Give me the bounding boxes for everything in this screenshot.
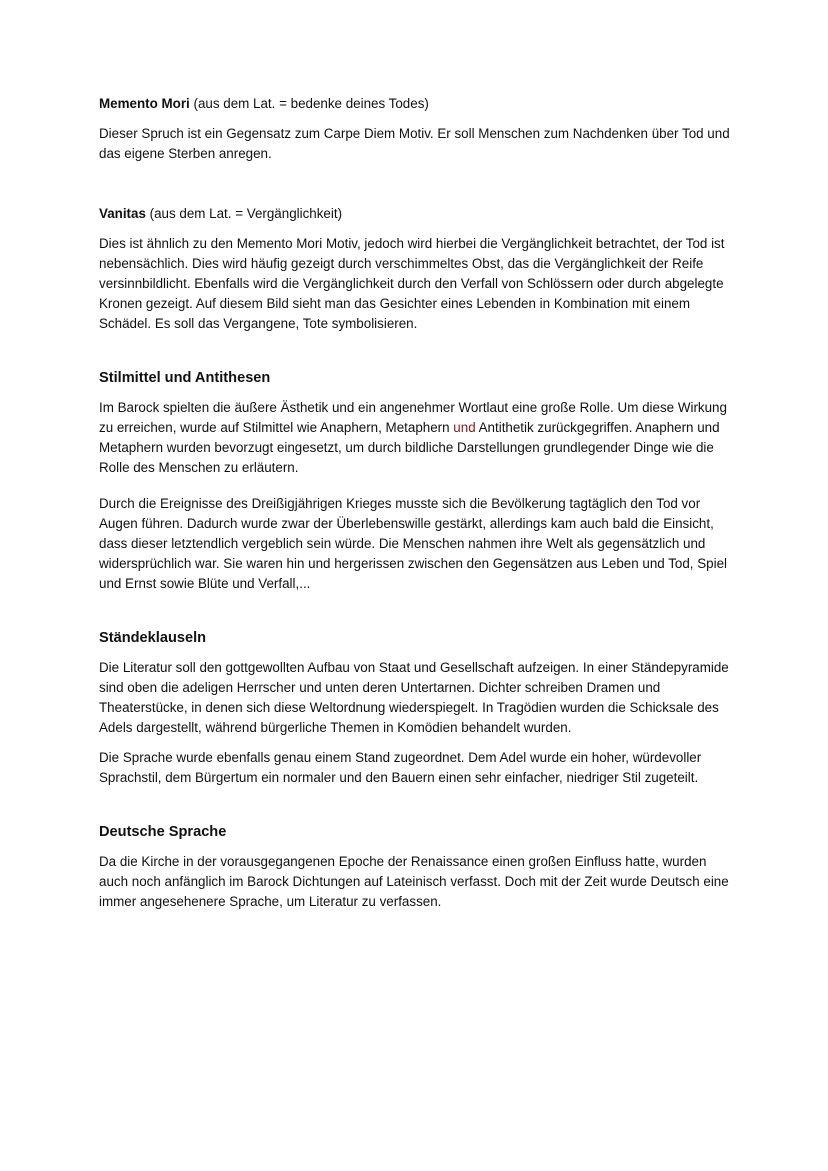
stilmittel-paragraph-2: Durch die Ereignisse des Dreißigjährigen Krieges musste sich die Bevölkerung tagtäglich den Tod vor Augen führen. Dadurch wurde zwar der Überlebenswille gestärkt, allerdings kam auch bald die Einsicht, dass dieser letztendlich vergeblich sein würde. Die Menschen nahmen ihre Welt als gegensätzlich und widersprüchlich war. Sie waren hin und hergerissen zwischen den Gegensätzen aus Leben und Tod, Spiel und Ernst sowie Blüte und Verfall,...: [99, 496, 728, 591]
vanitas-heading: [99, 204, 739, 224]
stilmittel-paragraph-1: [99, 398, 739, 478]
staende-title: Ständeklauseln: [99, 630, 207, 646]
stilmittel-title: Stilmittel und Antithesen: [99, 370, 271, 386]
vanitas-title: Vanitas: [99, 206, 146, 221]
stilmittel-p1-after: Antithetik zurückgegriffen. Anaphern und Metaphern wurden bevorzugt eingesetzt, um durch bildliche Darstellungen grundlegender Dinge wie die Rolle des Menschen zu erläutern.: [99, 420, 720, 475]
memento-mori-subtitle: (aus dem Lat. = bedenke deines Todes): [189, 96, 429, 111]
staende-paragraph-2: Die Sprache wurde ebenfalls genau einem Stand zugeordnet. Dem Adel wurde ein hoher, würdevoller Sprachstil, dem Bürgertum ein normaler und den Bauern einen sehr einfacher, niedriger Stil zugeteilt.: [99, 750, 702, 785]
vanitas-paragraph: Dies ist ähnlich zu den Memento Mori Motiv, jedoch wird hierbei die Vergänglichkeit betrachtet, der Tod ist nebensächlich. Dies wird häufig gezeigt durch verschimmeltes Obst, das die Vergänglichkeit der Reife versinnbildlicht. Ebenfalls wird die Vergänglichkeit durch den Verfall von Schlössern oder durch abgelegte Kronen gezeigt. Auf diesem Bild sieht man das Gesichter eines Lebenden in Kombination mit einem Schädel. Es soll das Vergangene, Tote symbolisieren.: [99, 236, 725, 331]
memento-mori-paragraph: Dieser Spruch ist ein Gegensatz zum Carpe Diem Motiv. Er soll Menschen zum Nachdenken über Tod und das eigene Sterben anregen.: [99, 126, 730, 161]
sprache-paragraph: Da die Kirche in der vorausgegangenen Epoche der Renaissance einen großen Einfluss hatte, wurden auch noch anfänglich im Barock Dichtungen auf Lateinisch verfasst. Doch mit der Zeit wurde Deutsch eine immer angesehenere Sprache, um Literatur zu verfassen.: [99, 854, 729, 909]
memento-mori-heading: [99, 94, 739, 114]
stilmittel-p1-before: Im Barock spielten die äußere Ästhetik und ein angenehmer Wortlaut eine große Rolle. Um diese Wirkung zu erreichen, wurde auf Stilmittel wie Anaphern, Metaphern: [99, 400, 727, 435]
memento-mori-title: Memento Mori: [99, 96, 190, 111]
stilmittel-p1-accent: und: [453, 420, 476, 435]
document-page: [99, 94, 739, 912]
sprache-title: Deutsche Sprache: [99, 824, 227, 840]
staende-paragraph-1: Die Literatur soll den gottgewollten Aufbau von Staat und Gesellschaft aufzeigen. In einer Ständepyramide sind oben die adeligen Herrscher und unten deren Untertarnen. Dichter schreiben Dramen und Theaterstücke, in denen sich diese Weltordnung wiederspiegelt. In Tragödien wurden die Schicksale des Adels dargestellt, während bürgerliche Themen in Komödien behandelt wurden.: [99, 660, 729, 735]
vanitas-subtitle: (aus dem Lat. = Vergänglichkeit): [145, 206, 343, 221]
